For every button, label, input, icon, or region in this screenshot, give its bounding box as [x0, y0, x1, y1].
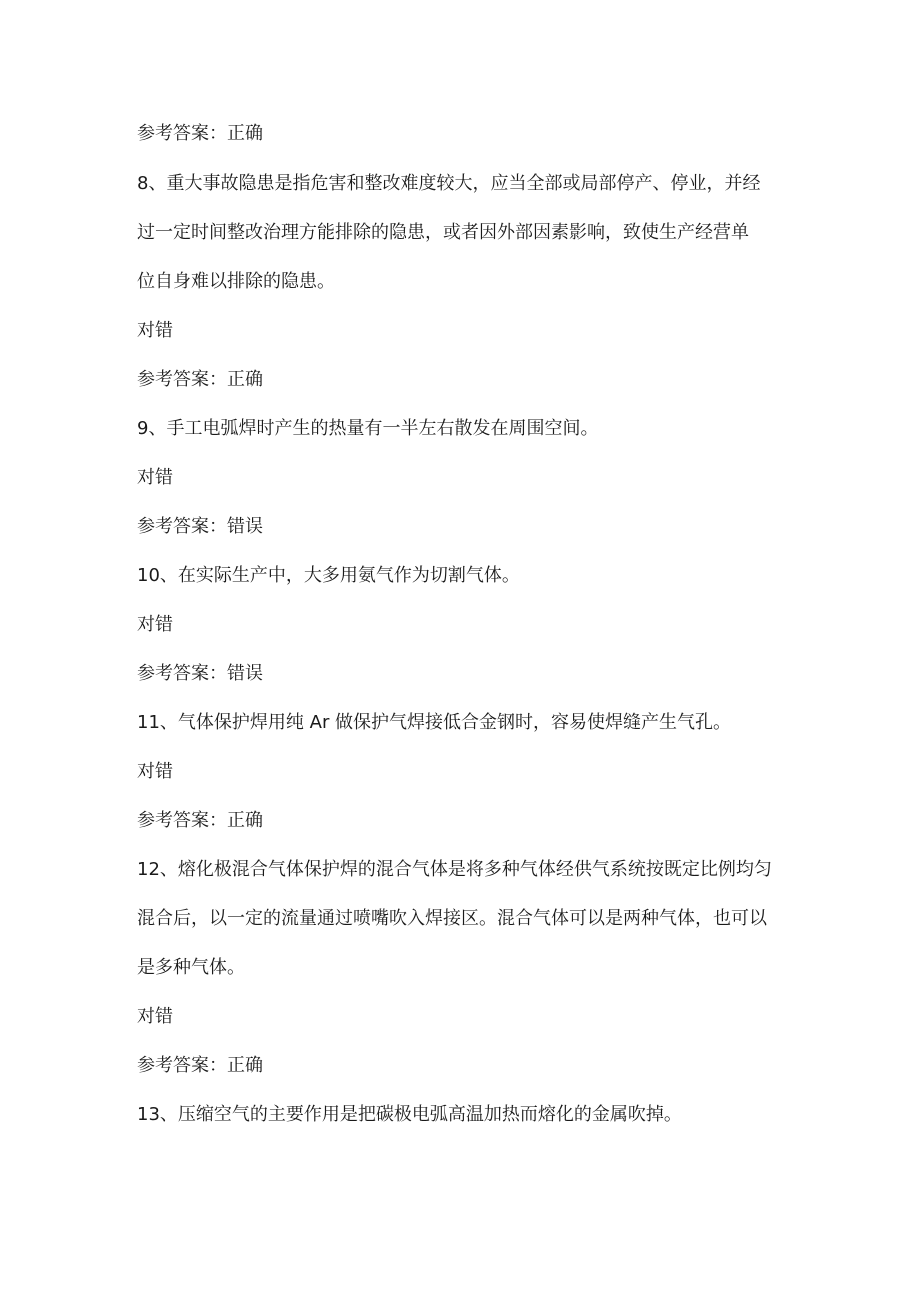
answer-line: 参考答案：错误: [137, 663, 263, 684]
answer-line: 参考答案：错误: [137, 516, 263, 537]
question-9-line: 9、手工电弧焊时产生的热量有一半左右散发在周围空间。: [137, 418, 599, 439]
question-11-line: 11、气体保护焊用纯 Ar 做保护气焊接低合金钢时，容易使焊缝产生气孔。: [137, 712, 732, 733]
question-10-line: 10、在实际生产中，大多用氨气作为切割气体。: [137, 565, 520, 586]
question-8-line-2: 过一定时间整改治理方能排除的隐患，或者因外部因素影响，致使生产经营单: [137, 222, 749, 243]
question-12-line-2: 混合后，以一定的流量通过喷嘴吹入焊接区。混合气体可以是两种气体，也可以: [137, 908, 767, 929]
question-8-line-1: 8、重大事故隐患是指危害和整改难度较大，应当全部或局部停产、停业，并经: [137, 173, 761, 194]
options-line: 对错: [137, 761, 173, 782]
question-12-line-3: 是多种气体。: [137, 957, 245, 978]
options-line: 对错: [137, 614, 173, 635]
answer-line: 参考答案：正确: [137, 123, 263, 144]
question-12-line-1: 12、熔化极混合气体保护焊的混合气体是将多种气体经供气系统按既定比例均匀: [137, 859, 772, 880]
options-line: 对错: [137, 320, 173, 341]
options-line: 对错: [137, 467, 173, 488]
answer-line: 参考答案：正确: [137, 369, 263, 390]
answer-line: 参考答案：正确: [137, 810, 263, 831]
options-line: 对错: [137, 1006, 173, 1027]
question-8-line-3: 位自身难以排除的隐患。: [137, 271, 335, 292]
answer-line: 参考答案：正确: [137, 1055, 263, 1076]
question-13-line: 13、压缩空气的主要作用是把碳极电弧高温加热而熔化的金属吹掉。: [137, 1104, 682, 1125]
